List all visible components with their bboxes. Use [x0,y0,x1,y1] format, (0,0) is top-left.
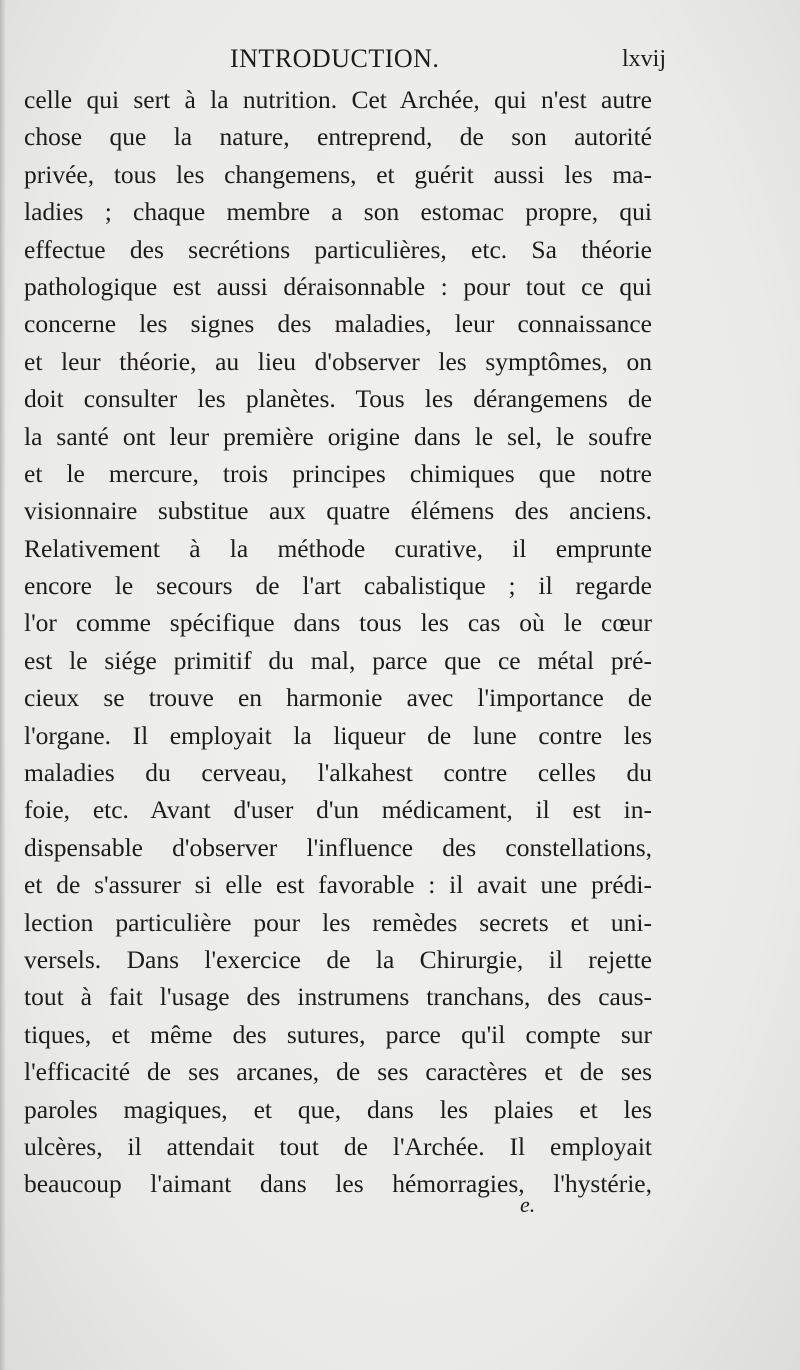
text-line: l'organe. Il employait la liqueur de lune contre les [24,720,652,750]
text-line: et de s'assurer si elle est favorable : il avait une prédi- [24,870,652,900]
running-title: INTRODUCTION. [230,44,440,73]
text-line: ladies ; chaque membre a son estomac propre, qui [24,197,652,227]
text-line: tiques, et même des sutures, parce qu'il compte sur [24,1019,652,1049]
text-line: la santé ont leur première origine dans le sel, le soufre [24,421,652,451]
text-line: et leur théorie, au lieu d'observer les symptômes, on [24,346,652,376]
text-line: Relativement à la méthode curative, il emprunte [24,533,652,563]
text-line: est le siége primitif du mal, parce que ce métal pré- [24,645,652,675]
text-line: concerne les signes des maladies, leur connaissance [24,309,652,339]
text-line: beaucoup l'aimant dans les hémorragies, l'hystérie, [24,1169,652,1199]
text-line: cieux se trouve en harmonie avec l'importance de [24,683,652,713]
text-line: et le mercure, trois principes chimiques que notre [24,458,652,488]
text-line: doit consulter les planètes. Tous les dérangemens de [24,384,652,414]
page-number: lxvij [622,46,667,72]
page-gutter-shadow [0,0,6,1370]
text-line: l'efficacité de ses arcanes, de ses caractères et de ses [24,1057,652,1087]
text-line: maladies du cerveau, l'alkahest contre celles du [24,758,652,788]
page-header [24,44,667,80]
signature-mark: e. [520,1192,536,1217]
text-line: chose que la nature, entreprend, de son autorité [24,122,652,152]
text-line: paroles magiques, et que, dans les plaies et les [24,1094,652,1124]
text-line: l'or comme spécifique dans tous les cas où le cœur [24,608,652,638]
text-line: dispensable d'observer l'influence des constellations, [24,832,652,862]
text-line: versels. Dans l'exercice de la Chirurgie, il rejette [24,944,652,974]
text-line: celle qui sert à la nutrition. Cet Archée, qui n'est autre [24,85,652,114]
text-line: tout à fait l'usage des instrumens tranchans, des caus- [24,982,652,1012]
text-line: privée, tous les changemens, et guérit aussi les ma- [24,159,652,189]
text-line: effectue des secrétions particulières, etc. Sa théorie [24,234,652,264]
text-line: visionnaire substitue aux quatre élémens des anciens. [24,496,652,526]
text-line: ulcères, il attendait tout de l'Archée. Il employait [24,1131,652,1161]
text-line: foie, etc. Avant d'user d'un médicament, il est in- [24,795,652,825]
text-line: encore le secours de l'art cabalistique ; il regarde [24,571,652,601]
body-text [24,81,652,1203]
text-line: lection particulière pour les remèdes secrets et uni- [24,907,652,937]
text-line: pathologique est aussi déraisonnable : pour tout ce qui [24,271,652,301]
